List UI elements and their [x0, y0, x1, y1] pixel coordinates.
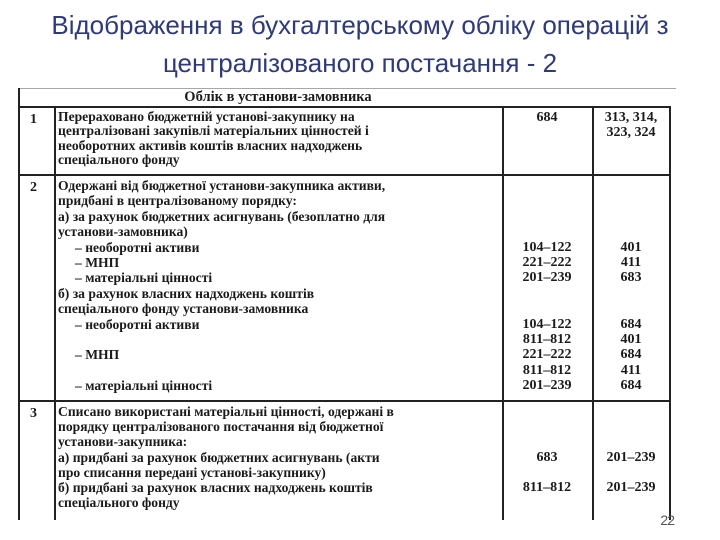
header-divider	[18, 106, 670, 108]
num-col-divider	[54, 106, 56, 520]
row-3-description: Списано використані матеріальні цінності, одержані в порядку централізованого постачання від бюджетної установи-закупника: а) придбані за рахунок бюджетних асигнувань (акти про списання передані установі-закупнику) б) придбані за рахунок власних надходжень коштів спеціального фонду	[58, 404, 394, 511]
table-header: Облік в установи-замовника	[184, 89, 372, 105]
row-1-credit: 313, 314, 323, 324	[604, 110, 658, 140]
top-border	[18, 88, 676, 89]
row-divider-2	[18, 400, 670, 402]
row-2-number: 2	[30, 180, 37, 195]
row-3-debit: 683 811–812	[522, 449, 572, 496]
left-border	[18, 88, 20, 520]
accounting-table	[14, 88, 676, 520]
row-1-number: 1	[30, 112, 37, 127]
slide-title: Відображення в бухгалтерському обліку операцій з централізованого постачання - 2	[51, 10, 669, 78]
row-divider-1	[18, 174, 670, 176]
row-2-credit: 401 411 683 684 401 684 411 684	[620, 239, 642, 394]
page-number: 22	[660, 512, 674, 528]
row-3-number: 3	[30, 406, 37, 421]
right-border	[669, 106, 671, 520]
row-1-debit: 684	[536, 110, 558, 125]
row-2-debit: 104–122 221–222 201–239 104–122 811–812 221–222 811–812 201–239	[522, 239, 572, 394]
row-1-description: Перераховано бюджетній установі-закупнику на централізовані закупівлі матеріальних цінностей і необоротних активів коштів власних надходжень спеціального фонду	[58, 109, 369, 167]
row-2-description: Одержані від бюджетної установи-закупника активи, придбані в централізованому порядку: а) за рахунок бюджетних асигнувань (безоплатно для установи-замовника) – необоротні активи – МНП – матеріальні цінності б) за рахунок власних надходжень коштів спеціального фонду установи-замовника – необоротні активи – МНП – матеріальні цінності	[58, 178, 386, 394]
row-3-credit: 201–239 201–239	[606, 449, 656, 496]
